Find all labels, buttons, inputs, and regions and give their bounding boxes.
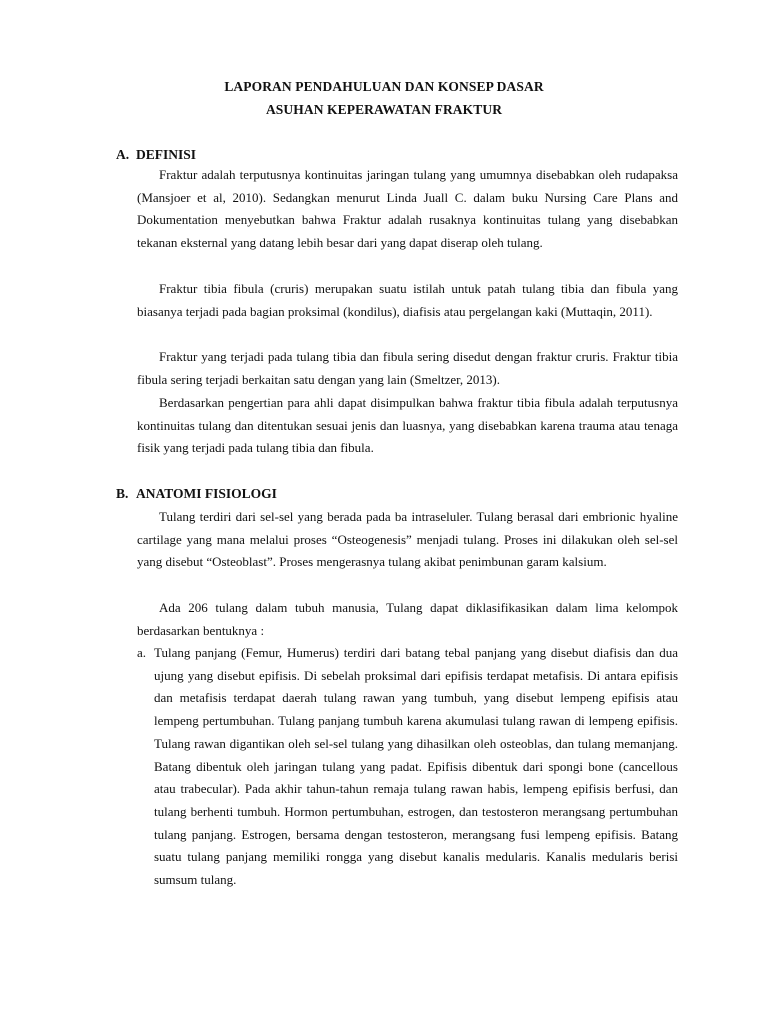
section-letter: A. [116, 147, 130, 162]
anatomi-paragraph-2: Ada 206 tulang dalam tubuh manusia, Tulang dapat diklasifikasikan dalam lima kelompok berdasarkan bentuknya : [137, 600, 678, 638]
list-item-text: Tulang panjang (Femur, Humerus) terdiri dari batang tebal panjang yang disebut diafisis dan dua ujung yang disebut epifisis. Di sebelah proksimal dari epifisis terdapat metafisis. Di antara epifisis dan metafisis terdapat daerah tulang rawan yang tumbuh, yang disebut lempeng epifisis atau lempeng pertumbuhan. Tulang panjang tumbuh karena akumulasi tulang rawan di lempeng epifisis. Tulang rawan digantikan oleh sel-sel tulang yang dihasilkan oleh osteoblas, dan tulang memanjang. Batang dibentuk oleh jaringan tulang yang padat. Epifisis dibentuk dari spongi bone (cancellous atau trabecular). Pada akhir tahun-tahun remaja tulang rawan habis, lempeng epifisis berfusi, dan tulang berhenti tumbuh. Hormon pertumbuhan, estrogen, dan testosteron merangsang pertumbuhan tulang panjang. Estrogen, bersama dengan testosteron, merangsang fusi lempeng epifisis. Batang suatu tulang panjang memiliki rongga yang disebut kanalis medularis. Kanalis medularis berisi sumsum tulang. [154, 645, 678, 888]
section-heading-definisi [116, 147, 196, 163]
definisi-paragraph-1: Fraktur adalah terputusnya kontinuitas jaringan tulang yang umumnya disebabkan oleh rudapaksa (Mansjoer et al, 2010). Sedangkan menurut Linda Juall C. dalam buku Nursing Care Plans and Dokumentation menyebutkan bahwa Fraktur adalah rusaknya kontinuitas tulang yang disebabkan tekanan eksternal yang datang lebih besar dari yang dapat diserap oleh tulang. [137, 167, 678, 250]
definisi-paragraph-4: Berdasarkan pengertian para ahli dapat disimpulkan bahwa fraktur tibia fibula adalah terputusnya kontinuitas tulang dan ditentukan sesuai jenis dan luasnya, yang disebabkan karena trauma atau tenaga fisik yang terjadi pada tulang tibia dan fibula. [137, 395, 678, 455]
document-title-line-2: ASUHAN KEPERAWATAN FRAKTUR [265, 102, 503, 117]
section-title: DEFINISI [136, 147, 197, 162]
section-heading-anatomi-fisiologi [116, 486, 277, 502]
definisi-paragraph-2: Fraktur tibia fibula (cruris) merupakan suatu istilah untuk patah tulang tibia dan fibula yang biasanya terjadi pada bagian proksimal (kondilus), diafisis atau pergelangan kaki (Muttaqin, 2011). [137, 281, 678, 319]
anatomi-paragraph-1: Tulang terdiri dari sel-sel yang berada pada ba intraseluler. Tulang berasal dari embrionic hyaline cartilage yang mana melalui proses “Osteogenesis” menjadi tulang. Proses ini dilakukan oleh sel-sel yang disebut “Osteoblast”. Proses mengerasnya tulang akibat penimbunan garam kalsium. [137, 509, 678, 569]
section-letter: B. [116, 486, 129, 501]
list-item-label: a. [137, 645, 147, 660]
definisi-paragraph-3: Fraktur yang terjadi pada tulang tibia dan fibula sering disedut dengan fraktur cruris. Fraktur tibia fibula sering terjadi berkaitan satu dengan yang lain (Smeltzer, 2013). [137, 349, 678, 387]
list-item-a [137, 642, 678, 892]
document-title-line-1: LAPORAN PENDAHULUAN DAN KONSEP DASAR [224, 79, 544, 94]
section-title: ANATOMI FISIOLOGI [136, 486, 277, 501]
